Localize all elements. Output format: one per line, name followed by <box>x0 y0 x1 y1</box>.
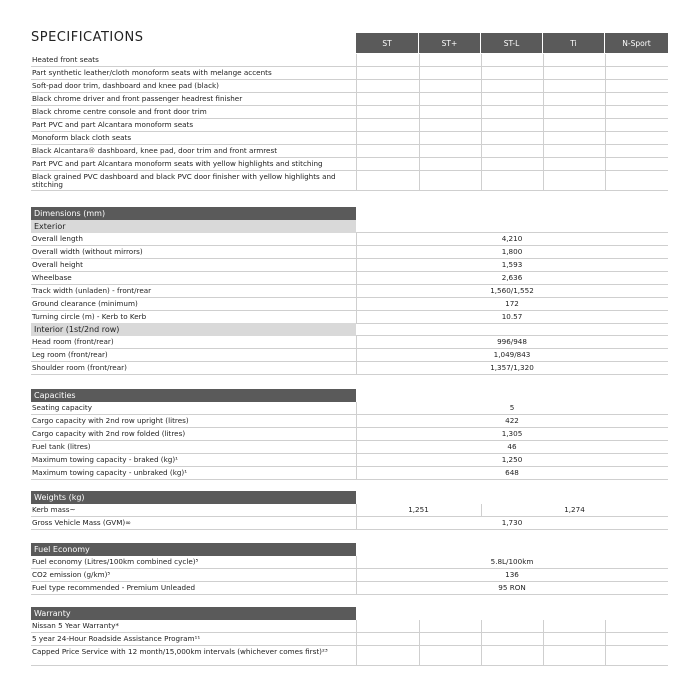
row-value: 996/948 <box>497 337 527 346</box>
column-header-ti: Ti <box>543 33 605 53</box>
table-cell <box>605 132 606 144</box>
gvm-value: 1,730 <box>501 518 523 527</box>
table-cell <box>419 646 420 665</box>
table-cell <box>605 54 606 66</box>
row-label: Heated front seats <box>32 55 99 64</box>
row-value: 2,636 <box>501 273 523 282</box>
row-label: CO2 emission (g/km)⁵ <box>32 570 111 579</box>
column-header-st-plus: ST+ <box>419 33 481 53</box>
page-title: SPECIFICATIONS <box>31 30 144 45</box>
table-row <box>31 158 668 171</box>
row-label: Seating capacity <box>32 403 92 412</box>
table-cell <box>543 80 544 92</box>
row-label: Track width (unladen) - front/rear <box>32 286 152 295</box>
table-cell <box>419 93 420 105</box>
table-cell <box>543 620 544 632</box>
row-label: Cargo capacity with 2nd row folded (litres) <box>32 429 186 438</box>
row-label: Head room (front/rear) <box>32 337 114 346</box>
row-label: Maximum towing capacity - braked (kg)¹ <box>32 455 179 464</box>
table-cell <box>543 106 544 118</box>
row-value: 648 <box>505 468 519 477</box>
table-cell <box>543 646 544 665</box>
table-cell <box>543 145 544 157</box>
table-cell <box>481 54 482 66</box>
table-cell <box>605 633 606 645</box>
table-cell <box>419 145 420 157</box>
row-label: Part PVC and part Alcantara monoform seats with yellow highlights and stitching <box>32 159 323 168</box>
section-header-fuel-economy: Fuel Economy <box>31 543 356 556</box>
table-row <box>31 285 668 298</box>
table-cell <box>605 106 606 118</box>
table-cell <box>481 119 482 131</box>
table-row <box>31 246 668 259</box>
table-cell <box>356 633 357 645</box>
row-label: Black grained PVC dashboard and black PVC door finisher with yellow highlights and stitching <box>32 172 336 189</box>
row-value: 422 <box>505 416 519 425</box>
table-cell <box>605 171 606 190</box>
table-row <box>31 620 668 633</box>
row-value: 1,049/843 <box>493 350 531 359</box>
table-cell <box>419 132 420 144</box>
table-cell <box>543 171 544 190</box>
table-cell <box>356 54 357 66</box>
table-row <box>31 336 668 349</box>
table-cell <box>543 633 544 645</box>
table-cell <box>481 80 482 92</box>
row-label: Overall width (without mirrors) <box>32 247 143 256</box>
table-cell <box>605 158 606 170</box>
table-cell <box>419 119 420 131</box>
row-value: 1,800 <box>501 247 523 256</box>
row-value: 10.57 <box>501 312 523 321</box>
table-row <box>31 467 668 480</box>
row-label: Black chrome centre console and front door trim <box>32 107 207 116</box>
table-cell <box>356 67 357 79</box>
row-value: 4,210 <box>501 234 523 243</box>
table-row <box>31 80 668 93</box>
row-value: 1,250 <box>501 455 523 464</box>
table-cell <box>481 106 482 118</box>
row-label: Ground clearance (minimum) <box>32 299 138 308</box>
row-label: Part PVC and part Alcantara monoform seats <box>32 120 194 129</box>
row-label: Fuel tank (litres) <box>32 442 91 451</box>
table-cell <box>356 158 357 170</box>
table-cell <box>543 158 544 170</box>
row-value: 136 <box>505 570 519 579</box>
table-cell <box>419 106 420 118</box>
table-cell <box>481 67 482 79</box>
table-row <box>31 415 668 428</box>
table-cell <box>356 646 357 665</box>
table-cell <box>419 171 420 190</box>
row-label: Black chrome driver and front passenger headrest finisher <box>32 94 243 103</box>
table-row <box>31 171 668 191</box>
table-cell <box>605 145 606 157</box>
table-row <box>31 646 668 666</box>
table-cell <box>543 93 544 105</box>
subsection-header-interior: Interior (1st/2nd row) <box>31 323 356 336</box>
table-row <box>31 298 668 311</box>
row-label: Kerb mass~ <box>32 505 76 514</box>
table-row <box>31 362 668 375</box>
table-cell <box>605 620 606 632</box>
table-cell <box>419 633 420 645</box>
table-cell <box>356 145 357 157</box>
table-cell <box>356 620 357 632</box>
row-label: Fuel type recommended - Premium Unleaded <box>32 583 196 592</box>
table-row <box>31 633 668 646</box>
table-cell <box>419 67 420 79</box>
table-row <box>31 349 668 362</box>
section-header-dimensions: Dimensions (mm) <box>31 207 356 220</box>
row-value: 172 <box>505 299 519 308</box>
row-value: 1,305 <box>501 429 523 438</box>
row-value: 1,560/1,552 <box>490 286 534 295</box>
table-cell <box>543 132 544 144</box>
table-cell <box>481 633 482 645</box>
kerb-mass-value-1: 1,251 <box>408 505 429 514</box>
table-cell <box>605 67 606 79</box>
table-cell <box>356 119 357 131</box>
table-cell <box>481 158 482 170</box>
row-label: Part synthetic leather/cloth monoform seats with melange accents <box>32 68 272 77</box>
table-cell <box>605 646 606 665</box>
row-label: Soft-pad door trim, dashboard and knee pad (black) <box>32 81 219 90</box>
table-cell <box>543 119 544 131</box>
table-row <box>31 556 668 569</box>
table-cell <box>543 54 544 66</box>
table-cell <box>356 93 357 105</box>
table-row <box>31 132 668 145</box>
row-label: Maximum towing capacity - unbraked (kg)¹ <box>32 468 188 477</box>
row-label: Turning circle (m) - Kerb to Kerb <box>32 312 147 321</box>
row-value: 5 <box>509 403 515 412</box>
table-row <box>31 582 668 595</box>
table-cell <box>481 93 482 105</box>
table-row <box>31 54 668 67</box>
table-cell <box>356 80 357 92</box>
row-label: Wheelbase <box>32 273 72 282</box>
table-row <box>31 93 668 106</box>
table-cell <box>419 54 420 66</box>
table-cell <box>481 171 482 190</box>
row-label: Monoform black cloth seats <box>32 133 132 142</box>
table-cell <box>419 158 420 170</box>
subsection-header-exterior: Exterior <box>31 220 356 233</box>
row-label: 5 year 24-Hour Roadside Assistance Program¹¹ <box>32 634 201 643</box>
column-header-st: ST <box>356 33 419 53</box>
table-row <box>31 454 668 467</box>
row-value: 1,593 <box>501 260 523 269</box>
row-value: 46 <box>507 442 517 451</box>
column-header-st-l: ST-L <box>481 33 543 53</box>
section-header-warranty: Warranty <box>31 607 356 620</box>
table-row <box>31 119 668 132</box>
row-value: 95 RON <box>498 583 526 592</box>
subsection-line <box>356 220 668 233</box>
table-row <box>31 428 668 441</box>
table-cell <box>356 106 357 118</box>
table-cell <box>419 80 420 92</box>
table-row <box>31 272 668 285</box>
table-row <box>31 569 668 582</box>
table-row <box>31 106 668 119</box>
table-row <box>31 402 668 415</box>
section-header-capacities: Capacities <box>31 389 356 402</box>
table-cell <box>481 646 482 665</box>
row-label: Capped Price Service with 12 month/15,000km intervals (whichever comes first)²³ <box>32 647 328 656</box>
row-label: Overall length <box>32 234 83 243</box>
table-cell <box>605 93 606 105</box>
table-row <box>31 145 668 158</box>
table-cell <box>481 620 482 632</box>
table-row <box>31 441 668 454</box>
table-cell <box>605 119 606 131</box>
table-cell <box>356 171 357 190</box>
table-cell <box>543 67 544 79</box>
row-label: Gross Vehicle Mass (GVM)∞ <box>32 518 132 527</box>
row-label: Cargo capacity with 2nd row upright (litres) <box>32 416 189 425</box>
table-cell <box>481 132 482 144</box>
table-row <box>31 259 668 272</box>
table-row-kerb-mass <box>31 504 668 517</box>
table-row-gvm <box>31 517 668 530</box>
row-label: Leg room (front/rear) <box>32 350 108 359</box>
row-label: Black Alcantara® dashboard, knee pad, door trim and front armrest <box>32 146 278 155</box>
column-header-n-sport: N-Sport <box>605 33 668 53</box>
section-header-weights: Weights (kg) <box>31 491 356 504</box>
table-row <box>31 67 668 80</box>
subsection-line <box>356 323 668 336</box>
row-value: 1,357/1,320 <box>490 363 534 372</box>
table-cell <box>419 620 420 632</box>
kerb-mass-value-2: 1,274 <box>564 505 585 514</box>
row-value: 5.8L/100km <box>490 557 534 566</box>
table-cell <box>356 132 357 144</box>
table-row <box>31 233 668 246</box>
table-cell <box>481 145 482 157</box>
row-label: Overall height <box>32 260 83 269</box>
table-cell <box>605 80 606 92</box>
row-label: Nissan 5 Year Warranty* <box>32 621 119 630</box>
row-label: Shoulder room (front/rear) <box>32 363 127 372</box>
row-label: Fuel economy (Litres/100km combined cycle)⁵ <box>32 557 199 566</box>
